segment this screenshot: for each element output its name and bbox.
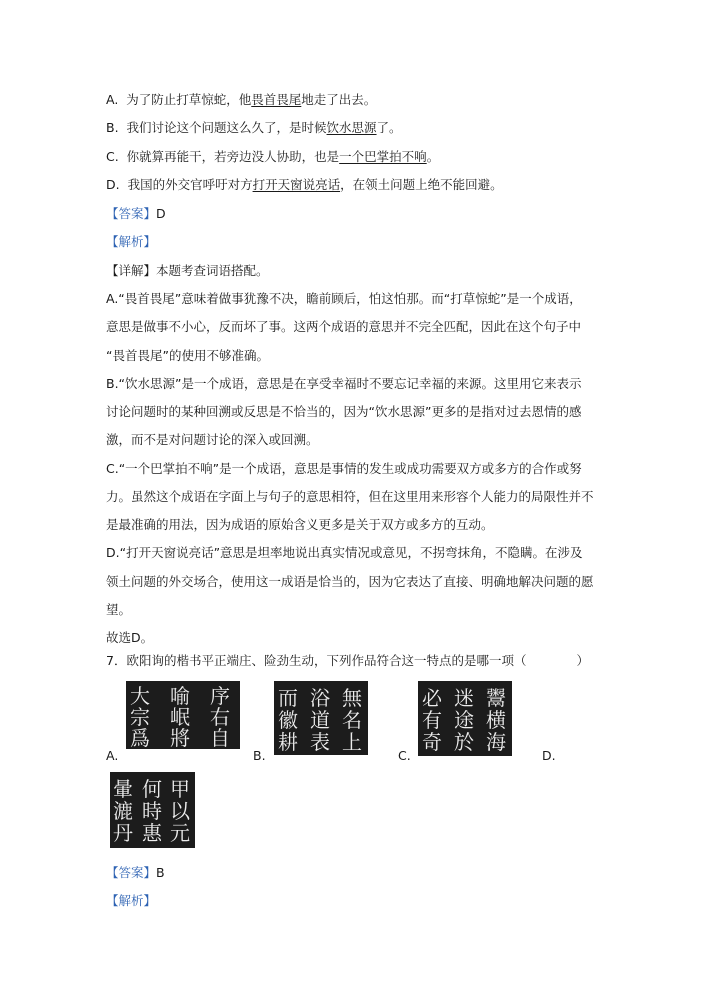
option-d	[106, 177, 503, 193]
calligraphy-char: 奇	[422, 730, 442, 754]
option-a-label: A.	[106, 92, 119, 107]
explanation-line: B.“饮水思源”是一个成语，意思是在享受幸福时不要忘记幸福的来源。这里用它来表示	[106, 376, 582, 391]
detail-tag: 【详解】	[106, 263, 157, 278]
calligraphy-char: 甲	[170, 777, 190, 801]
explanation-line: 激，而不是对问题讨论的深入或回溯。	[106, 432, 319, 447]
explanation-line: 故选D。	[106, 630, 154, 645]
answer-7	[106, 865, 165, 881]
explanation-line: 是最准确的用法，因为成语的原始含义更多是关于双方或多方的互动。	[106, 517, 494, 532]
option-d-text: 我国的外交官呼吁对方	[127, 177, 253, 192]
calligraphy-image-c	[418, 681, 512, 756]
detail-line	[106, 263, 269, 279]
calligraphy-char: 於	[454, 730, 474, 754]
calligraphy-image-d	[110, 772, 195, 848]
calligraphy-char: 丹	[113, 821, 133, 845]
option-d-underlined: 打开天窗说亮话	[252, 177, 341, 192]
answer-6-tag: 【答案】	[106, 206, 157, 221]
calligraphy-image-a-svg	[126, 681, 240, 749]
calligraphy-char: 序	[210, 684, 230, 708]
calligraphy-image-b-svg	[274, 681, 368, 755]
answer-6	[106, 206, 166, 222]
calligraphy-char: 無	[342, 686, 362, 710]
calligraphy-char: 元	[170, 821, 190, 845]
calligraphy-char: 自	[210, 726, 230, 749]
answer-7-tag: 【答案】	[106, 865, 157, 880]
option-c	[106, 149, 439, 165]
option-a-underlined: 畏首畏尾	[251, 92, 302, 107]
explanation-line: 望。	[106, 602, 132, 617]
calligraphy-image-c-svg	[418, 681, 512, 756]
calligraphy-char: 何	[142, 777, 162, 801]
option-a-tail: 地走了出去。	[301, 92, 377, 107]
explanation-line: D.“打开天窗说亮话”意思是坦率地说出真实情况或意见，不拐弯抹角，不隐瞒。在涉及	[106, 545, 583, 560]
explanation-line: A.“畏首畏尾”意味着做事犹豫不决，瞻前顾后，怕这怕那。而“打草惊蛇”是一个成语，	[106, 291, 582, 306]
analysis-7-tag: 【解析】	[106, 893, 157, 908]
option-b-text: 我们讨论这个问题这么久了，是时候	[126, 120, 327, 135]
calligraphy-char: 大	[130, 684, 150, 708]
analysis-6-tag: 【解析】	[106, 234, 157, 249]
option-b-tail: 了。	[376, 120, 402, 135]
calligraphy-char: 表	[310, 730, 330, 754]
option-d-tail: ，在领土问题上绝不能回避。	[340, 177, 503, 192]
image-label-d: D.	[542, 748, 556, 763]
calligraphy-char: 而	[278, 686, 298, 710]
calligraphy-char: 爲	[130, 726, 150, 749]
calligraphy-char: 海	[486, 730, 506, 754]
option-d-label: D.	[106, 177, 120, 192]
calligraphy-char: 名	[342, 708, 362, 732]
calligraphy-char: 道	[310, 708, 330, 732]
calligraphy-char: 右	[210, 705, 230, 729]
calligraphy-image-a	[126, 681, 240, 749]
calligraphy-image-b	[274, 681, 368, 755]
detail-text: 本题考查词语搭配。	[156, 263, 269, 278]
calligraphy-char: 岷	[170, 705, 190, 729]
calligraphy-char: 耕	[278, 730, 298, 754]
option-c-text: 你就算再能干，若旁边没人协助，也是	[126, 149, 340, 164]
explanation-line: 讨论问题时的某种回溯或反思是不恰当的，因为“饮水思源”更多的是指对过去恩情的感	[106, 404, 582, 419]
calligraphy-char: 將	[170, 726, 190, 749]
option-a	[106, 92, 376, 108]
option-c-label: C.	[106, 149, 119, 164]
calligraphy-char: 宗	[130, 705, 150, 729]
calligraphy-char: 漉	[113, 799, 133, 823]
option-c-underlined: 一个巴掌拍不响	[339, 149, 427, 164]
explanation-line: “畏首畏尾”的使用不够准确。	[106, 348, 269, 363]
calligraphy-char: 浴	[310, 686, 330, 710]
image-label-c: C.	[398, 748, 411, 763]
explanation-line: 力。虽然这个成语在字面上与句子的意思相符，但在这里用来形容个人能力的局限性并不	[106, 489, 594, 504]
calligraphy-char: 時	[142, 799, 162, 823]
calligraphy-char: 喻	[170, 684, 190, 708]
calligraphy-char: 徽	[278, 708, 298, 732]
answer-6-value: D	[156, 206, 166, 221]
option-b	[106, 120, 402, 136]
calligraphy-char: 上	[342, 730, 362, 754]
option-b-label: B.	[106, 120, 119, 135]
calligraphy-image-d-svg	[110, 772, 195, 848]
explanation-line: C.“一个巴掌拍不响”是一个成语，意思是事情的发生或成功需要双方或多方的合作或努	[106, 461, 582, 476]
option-c-tail: 。	[426, 149, 440, 164]
calligraphy-char: 横	[486, 708, 506, 732]
calligraphy-char: 有	[422, 708, 442, 732]
question-7-text: 7．欧阳询的楷书平正端庄、险劲生动，下列作品符合这一特点的是哪一项（ ）	[106, 653, 589, 668]
calligraphy-char: 鬻	[486, 686, 506, 710]
answer-7-value: B	[156, 865, 165, 880]
calligraphy-char: 以	[170, 799, 190, 823]
explanation-line: 意思是做事不小心，反而坏了事。这两个成语的意思并不完全匹配，因此在这个句子中	[106, 319, 582, 334]
image-label-a: A.	[106, 748, 119, 763]
explanation-line: 领土问题的外交场合，使用这一成语是恰当的，因为它表达了直接、明确地解决问题的愿	[106, 574, 594, 589]
calligraphy-char: 迷	[454, 686, 474, 710]
calligraphy-char: 惠	[142, 821, 162, 845]
calligraphy-char: 必	[422, 686, 442, 710]
image-label-b: B.	[253, 748, 266, 763]
calligraphy-char: 暈	[113, 777, 133, 801]
option-b-underlined: 饮水思源	[326, 120, 377, 135]
option-a-text: 为了防止打草惊蛇，他	[126, 92, 252, 107]
calligraphy-char: 途	[454, 708, 474, 732]
